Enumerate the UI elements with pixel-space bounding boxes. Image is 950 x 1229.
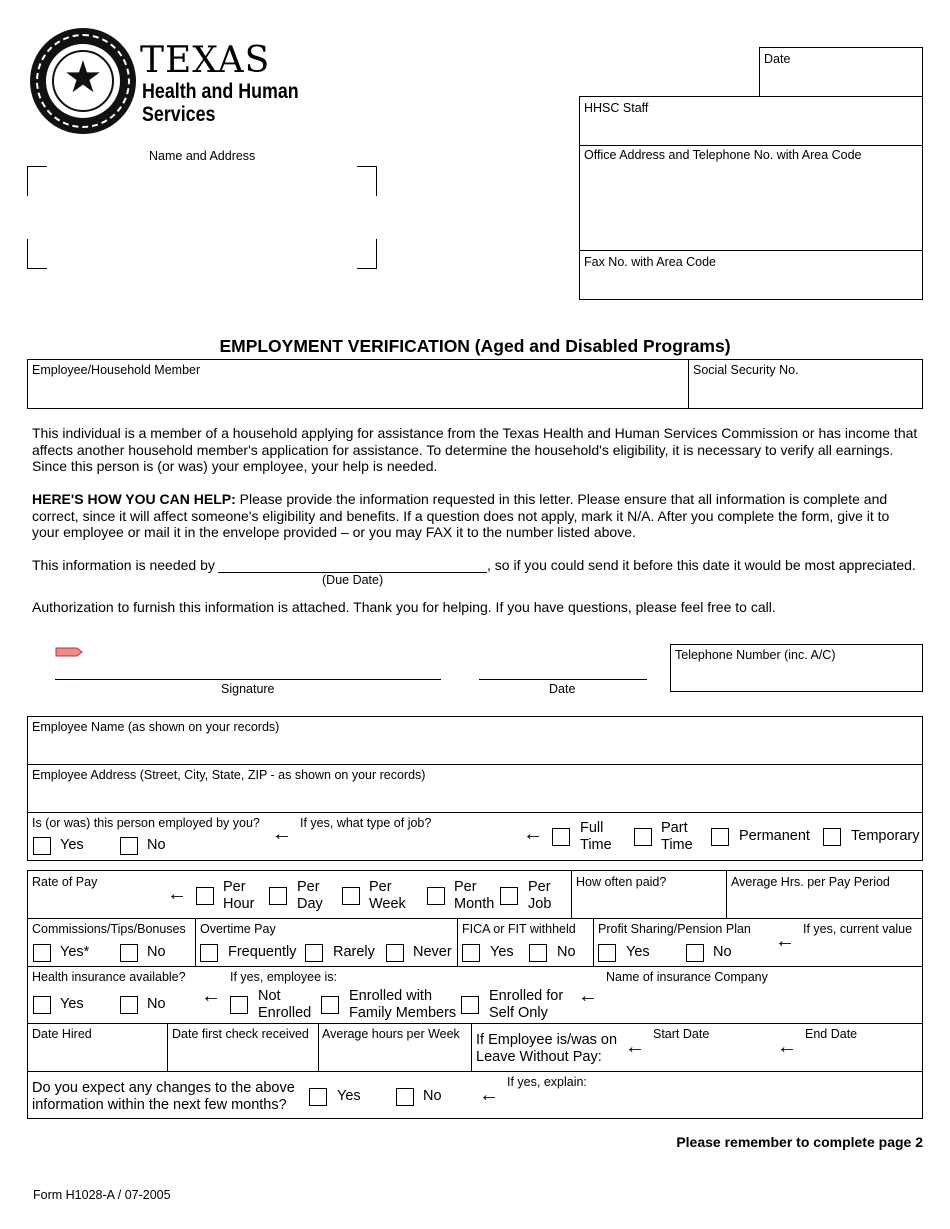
household-member-label: Employee/Household Member (32, 363, 201, 377)
office-address-label: Office Address and Telephone No. with Area Code (584, 148, 862, 162)
divider (593, 918, 594, 967)
divider (27, 966, 923, 967)
per-month-checkbox[interactable] (427, 887, 445, 905)
due-date-field[interactable] (218, 556, 487, 572)
signature-line (55, 679, 441, 680)
start-date-field[interactable] (650, 1043, 770, 1069)
changes-no-checkbox[interactable] (396, 1088, 414, 1106)
employee-name-label: Employee Name (as shown on your records) (32, 720, 280, 734)
health-yes-checkbox[interactable] (33, 996, 51, 1014)
end-date-label: End Date (805, 1027, 858, 1041)
intro-paragraph: This individual is a member of a household applying for assistance from the Texas Health and Human Services Commission or has income that affects another household member's application for assistance. To determine the household's eligibility, it is necessary to verify all earnings. Since this person is (or was) your employee, your help is needed. (32, 425, 918, 475)
overtime-frequently-checkbox[interactable] (200, 944, 218, 962)
employed-yes-label: Yes (60, 837, 84, 853)
overtime-label: Overtime Pay (200, 922, 276, 936)
date-box[interactable] (759, 47, 923, 97)
fica-yes-label: Yes (490, 944, 514, 960)
commissions-yes-label: Yes* (60, 944, 90, 960)
left-arrow-icon: ← (578, 985, 598, 1007)
employee-is-label: If yes, employee is: (230, 970, 337, 984)
per-week-label: Per Week (369, 879, 406, 912)
fica-label: FICA or FIT withheld (462, 922, 576, 936)
how-often-paid-label: How often paid? (576, 875, 667, 889)
current-value-field[interactable] (800, 938, 920, 964)
profit-sharing-label: Profit Sharing/Pension Plan (598, 922, 751, 936)
left-arrow-icon: ← (523, 823, 543, 845)
left-arrow-icon: ← (777, 1036, 797, 1058)
changes-yes-checkbox[interactable] (309, 1088, 327, 1106)
how-to-help-text: Please provide the information requested in this letter. Please ensure that all information is complete and correct, since it will affect someone's eligibility and benefits. If a question does not apply, mark it N/A. After you complete the form, give it to your employee or mail it in the envelope provided – or you may FAX it to the number listed above. (32, 491, 890, 541)
how-to-help-paragraph (32, 491, 918, 541)
not-enrolled-label: Not Enrolled (258, 988, 312, 1021)
divider (27, 812, 923, 813)
overtime-rarely-checkbox[interactable] (305, 944, 323, 962)
left-arrow-icon: ← (201, 985, 221, 1007)
page-title: EMPLOYMENT VERIFICATION (Aged and Disabled Programs) (219, 336, 731, 356)
hhsc-staff-label: HHSC Staff (584, 101, 649, 115)
health-no-checkbox[interactable] (120, 996, 138, 1014)
current-value-label: If yes, current value (803, 922, 913, 936)
logo-health: Health and Human (142, 80, 299, 103)
how-to-help-heading: HERE'S HOW YOU CAN HELP: (32, 491, 236, 507)
left-arrow-icon: ← (479, 1084, 499, 1106)
name-address-area[interactable] (30, 169, 374, 266)
job-type-question: If yes, what type of job? (300, 816, 432, 830)
logo-services: Services (142, 103, 216, 126)
fax-box[interactable] (579, 250, 923, 300)
divider (457, 918, 458, 967)
permanent-checkbox[interactable] (711, 828, 729, 846)
end-date-field[interactable] (802, 1043, 920, 1069)
office-address-box[interactable] (579, 145, 923, 251)
avg-hours-week-label: Average hours per Week (322, 1027, 460, 1041)
divider (195, 918, 196, 967)
texas-seal-icon: ★ (30, 28, 136, 134)
fica-no-checkbox[interactable] (529, 944, 547, 962)
explain-label: If yes, explain: (507, 1075, 587, 1089)
employed-no-label: No (147, 837, 166, 853)
per-day-checkbox[interactable] (269, 887, 287, 905)
permanent-label: Permanent (739, 828, 810, 844)
changes-yes-label: Yes (337, 1088, 361, 1104)
commissions-no-label: No (147, 944, 166, 960)
date-hired-label: Date Hired (32, 1027, 92, 1041)
left-arrow-icon: ← (625, 1036, 645, 1058)
per-day-label: Per Day (297, 879, 323, 912)
signature-field[interactable] (55, 655, 441, 679)
enrolled-self-checkbox[interactable] (461, 996, 479, 1014)
health-no-label: No (147, 996, 166, 1012)
signature-date-line (479, 679, 647, 680)
full-time-checkbox[interactable] (552, 828, 570, 846)
date-label: Date (764, 52, 791, 66)
per-week-checkbox[interactable] (342, 887, 360, 905)
temporary-label: Temporary (851, 828, 920, 844)
overtime-rarely-label: Rarely (333, 944, 375, 960)
per-job-checkbox[interactable] (500, 887, 518, 905)
per-job-label: Per Job (528, 879, 552, 912)
fica-no-label: No (557, 944, 576, 960)
commissions-no-checkbox[interactable] (120, 944, 138, 962)
hhsc-staff-box[interactable] (579, 96, 923, 146)
signature-label: Signature (221, 682, 275, 696)
fica-yes-checkbox[interactable] (462, 944, 480, 962)
full-time-label: Full Time (580, 820, 612, 853)
divider (27, 918, 923, 919)
profit-no-label: No (713, 944, 732, 960)
enrolled-self-label: Enrolled for Self Only (489, 988, 564, 1021)
divider (471, 1023, 472, 1072)
temporary-checkbox[interactable] (823, 828, 841, 846)
commissions-label: Commissions/Tips/Bonuses (32, 922, 186, 936)
profit-yes-checkbox[interactable] (598, 944, 616, 962)
left-arrow-icon: ← (272, 823, 292, 845)
insurance-company-label: Name of insurance Company (606, 970, 768, 984)
rate-of-pay-label: Rate of Pay (32, 875, 98, 889)
profit-yes-label: Yes (626, 944, 650, 960)
part-time-checkbox[interactable] (634, 828, 652, 846)
per-hour-label: Per Hour (223, 879, 255, 912)
ssn-label: Social Security No. (693, 363, 799, 377)
changes-no-label: No (423, 1088, 442, 1104)
household-member-box[interactable] (27, 359, 689, 409)
due-date-label: (Due Date) (322, 573, 384, 587)
ssn-box[interactable] (688, 359, 923, 409)
employed-no-checkbox[interactable] (120, 837, 138, 855)
health-insurance-label: Health insurance available? (32, 970, 186, 984)
first-check-label: Date first check received (172, 1027, 309, 1041)
employee-address-label: Employee Address (Street, City, State, ZIP - as shown on your records) (32, 768, 426, 782)
part-time-label: Part Time (661, 820, 693, 853)
name-address-label: Name and Address (149, 149, 256, 163)
left-arrow-icon: ← (167, 883, 187, 905)
not-enrolled-checkbox[interactable] (230, 996, 248, 1014)
logo-texas: TEXAS (140, 40, 271, 81)
telephone-box[interactable] (670, 644, 923, 692)
health-yes-label: Yes (60, 996, 84, 1012)
leave-without-pay-label: If Employee is/was on Leave Without Pay: (476, 1032, 618, 1065)
needed-by-suffix: , so if you could send it before this date it would be most appreciated. (487, 557, 916, 573)
start-date-label: Start Date (653, 1027, 710, 1041)
signature-date-field[interactable] (479, 655, 647, 679)
overtime-never-checkbox[interactable] (386, 944, 404, 962)
per-month-label: Per Month (454, 879, 495, 912)
fax-label: Fax No. with Area Code (584, 255, 717, 269)
authorization-text: Authorization to furnish this information is attached. Thank you for helping. If you have questions, please feel free to call. (32, 599, 776, 615)
needed-by-prefix: This information is needed by (32, 557, 215, 573)
avg-hours-pay-period-label: Average Hrs. per Pay Period (731, 875, 890, 889)
signature-date-label: Date (549, 682, 576, 696)
commissions-yes-checkbox[interactable] (33, 944, 51, 962)
divider (27, 1071, 923, 1072)
left-arrow-icon: ← (775, 930, 795, 952)
explain-field[interactable] (505, 1091, 920, 1117)
insurance-company-field[interactable] (604, 988, 920, 1021)
overtime-frequently-label: Frequently (228, 944, 297, 960)
employed-question: Is (or was) this person employed by you? (32, 816, 260, 830)
per-hour-checkbox[interactable] (196, 887, 214, 905)
enrolled-family-checkbox[interactable] (321, 996, 339, 1014)
complete-page-2-reminder: Please remember to complete page 2 (676, 1134, 923, 1150)
enrolled-family-label: Enrolled with Family Members (349, 988, 457, 1021)
profit-no-checkbox[interactable] (686, 944, 704, 962)
telephone-label: Telephone Number (inc. A/C) (675, 648, 836, 662)
changes-question: Do you expect any changes to the above information within the next few months? (32, 1080, 295, 1113)
form-id: Form H1028-A / 07-2005 (33, 1188, 171, 1202)
employed-yes-checkbox[interactable] (33, 837, 51, 855)
overtime-never-label: Never (413, 944, 452, 960)
